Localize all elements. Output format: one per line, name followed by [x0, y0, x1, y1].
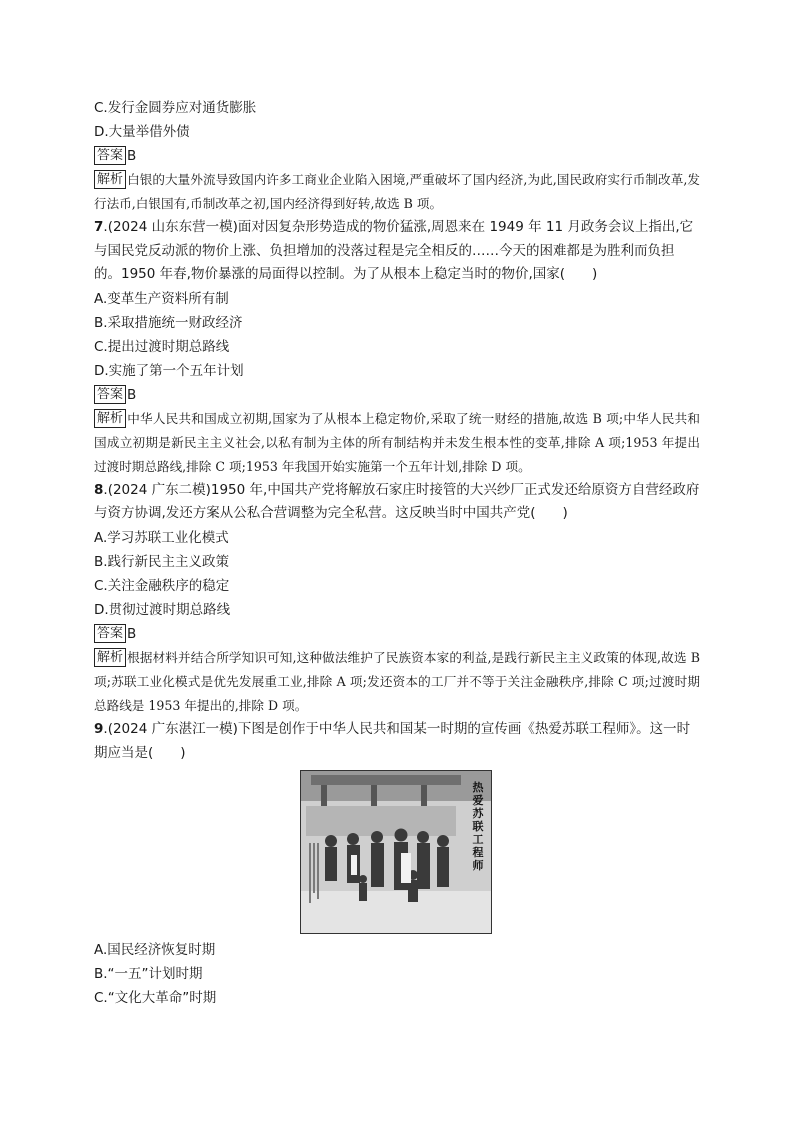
- q9-options: [94, 938, 216, 1010]
- q8-analysis: [94, 646, 700, 718]
- analysis-tag: 解析: [94, 170, 126, 189]
- q7-number: 7: [94, 219, 104, 235]
- q7-option-b: B.采取措施统一财政经济: [94, 314, 243, 331]
- page-content: [94, 96, 700, 765]
- q8-stem: [94, 479, 700, 526]
- q8-option-d: D.贯彻过渡时期总路线: [94, 601, 231, 618]
- q8-option-c: C.关注金融秩序的稳定: [94, 577, 230, 594]
- analysis-tag: 解析: [94, 409, 126, 428]
- q6-answer-value: B: [127, 148, 137, 164]
- q6-analysis: [94, 168, 700, 216]
- q6-option-d: D.大量举借外债: [94, 124, 190, 140]
- q9-option-b: B.“一五”计划时期: [94, 966, 203, 982]
- q9-option-a: A.国民经济恢复时期: [94, 942, 216, 958]
- q8-answer-value: B: [127, 625, 137, 642]
- q9-stem-text: .(2024 广东湛江一模)下图是创作于中华人民共和国某一时期的宣传画《热爱苏联工程师》。这一时期应当是( ): [94, 720, 691, 761]
- q8-number: 8: [94, 481, 104, 498]
- q7-stem-text: .(2024 山东东营一模)面对因复杂形势造成的物价猛涨,周恩来在 1949 年 11 月政务会议上指出,它与国民党反动派的物价上涨、负担增加的没落过程是完全相反的……今天的困难都是为胜利而负担的。1950 年春,物价暴涨的局面得以控制。为了从根本上稳定当时的物价,国家( ): [94, 219, 694, 283]
- q7-option-c: C.提出过渡时期总路线: [94, 338, 230, 355]
- q7-analysis-text: 中华人民共和国成立初期,国家为了从根本上稳定物价,采取了统一财经的措施,故选 B 项;中华人民共和国成立初期是新民主主义社会,以私有制为主体的所有制结构并未发生根本性的变革,排除 A 项;1953 年提出过渡时期总路线,排除 C 项;1953 年我国开始实施第一个五年计划,排除 D 项。: [94, 410, 700, 474]
- q7-answer-value: B: [127, 386, 137, 403]
- q9-stem: [94, 718, 700, 765]
- answer-tag: 答案: [94, 385, 126, 404]
- q8-option-a: A.学习苏联工业化模式: [94, 529, 229, 546]
- q9-number: 9: [94, 720, 104, 737]
- q7-option-a: A.变革生产资料所有制: [94, 290, 229, 307]
- propaganda-poster-image: [300, 770, 492, 934]
- q7-analysis: [94, 407, 700, 479]
- analysis-tag: 解析: [94, 648, 126, 667]
- q7-option-d: D.实施了第一个五年计划: [94, 362, 244, 379]
- q9-option-c: C.“文化大革命”时期: [94, 990, 217, 1006]
- answer-tag: 答案: [94, 146, 126, 165]
- poster-illustration: [301, 771, 491, 933]
- q8-option-b: B.践行新民主主义政策: [94, 553, 230, 570]
- q7-answer: [94, 383, 700, 407]
- answer-tag: 答案: [94, 624, 126, 643]
- q6-option-c: C.发行金圆券应对通货膨胀: [94, 100, 257, 116]
- q7-stem: [94, 216, 700, 287]
- q6-answer: [94, 144, 700, 168]
- q8-analysis-text: 根据材料并结合所学知识可知,这种做法维护了民族资本家的利益,是践行新民主主义政策的体现,故选 B 项;苏联工业化模式是优先发展重工业,排除 A 项;发还资本的工厂并不等于关注金融秩序,排除 C 项;过渡时期总路线是 1953 年提出的,排除 D 项。: [94, 649, 700, 713]
- q8-stem-text: .(2024 广东二模)1950 年,中国共产党将解放石家庄时接管的大兴纱厂正式发还给原资方自营经政府与资方协调,发还方案从公私合营调整为完全私营。这反映当时中国共产党( ): [94, 481, 700, 522]
- q6-analysis-text: 白银的大量外流导致国内许多工商业企业陷入困境,严重破坏了国内经济,为此,国民政府实行币制改革,发行法币,白银国有,币制改革之初,国内经济得到好转,故选 B 项。: [94, 172, 700, 211]
- poster-title: 热爱苏联工程师: [472, 781, 484, 872]
- q8-answer: [94, 622, 700, 646]
